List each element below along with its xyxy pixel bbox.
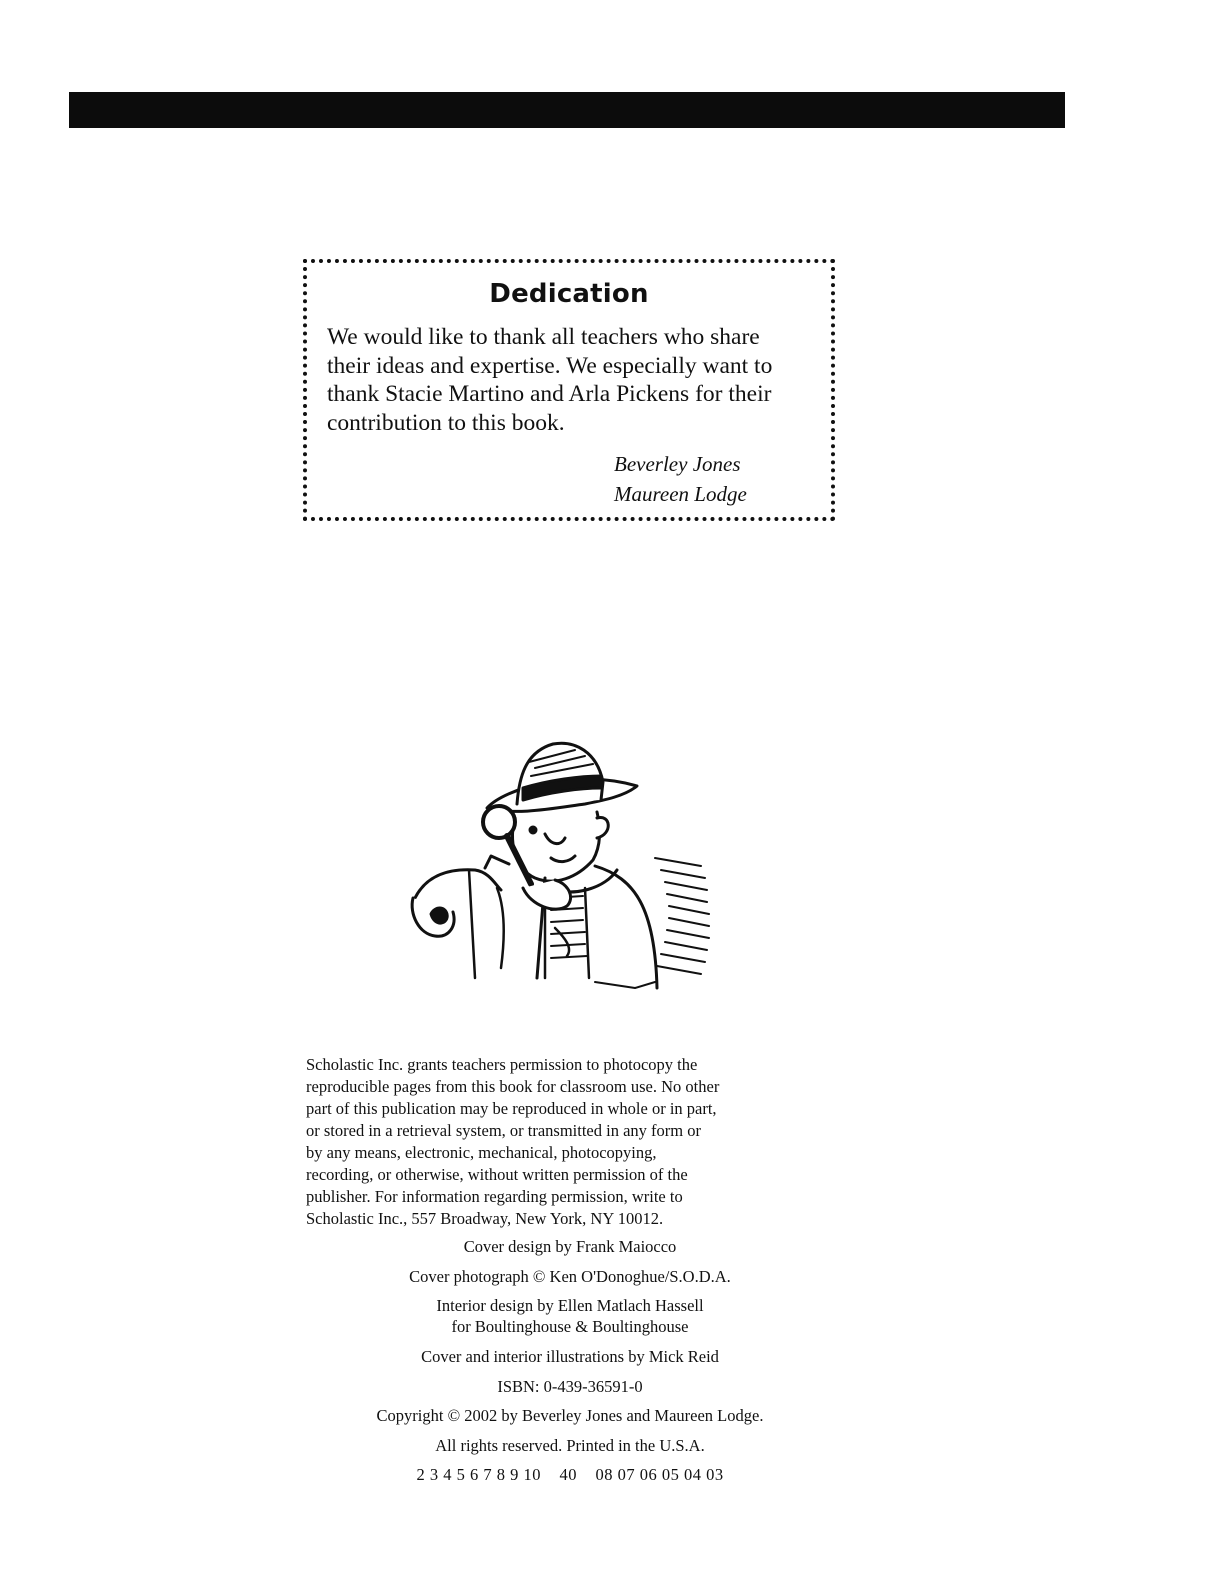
credits: [300, 1236, 840, 1494]
dedication-title: Dedication: [489, 279, 649, 309]
print-number-line: 2 3 4 5 6 7 8 9 10 40 08 07 06 05 04 03: [416, 1465, 724, 1484]
signature-maureen-lodge: Maureen Lodge: [614, 482, 747, 506]
interior-design-line: for Boultinghouse & Boultinghouse: [451, 1317, 689, 1336]
dedication-line: We would like to thank all teachers who share: [327, 324, 760, 350]
signature-beverley-jones: Beverley Jones: [614, 452, 741, 476]
permission-line: part of this publication may be reproduced in whole or in part,: [306, 1099, 717, 1118]
interior-design-line: Interior design by Ellen Matlach Hassell: [436, 1296, 704, 1315]
detective-with-magnifying-glass-icon: [405, 738, 720, 998]
permission-line: by any means, electronic, mechanical, photocopying,: [306, 1143, 657, 1162]
permission-line: recording, or otherwise, without written permission of the: [306, 1165, 688, 1184]
permission-line: Scholastic Inc., 557 Broadway, New York, NY 10012.: [306, 1209, 664, 1228]
cover-design-credit: Cover design by Frank Maiocco: [463, 1237, 677, 1256]
dedication-signatures: [614, 449, 747, 509]
dedication-text: [327, 323, 822, 437]
dedication-line: thank Stacie Martino and Arla Pickens for their: [327, 381, 772, 407]
permission-line: Scholastic Inc. grants teachers permission to photocopy the: [306, 1055, 698, 1074]
permission-line: reproducible pages from this book for classroom use. No other: [306, 1077, 720, 1096]
permission-notice: [306, 1054, 866, 1230]
dedication-line: their ideas and expertise. We especially want to: [327, 352, 773, 379]
cover-photo-credit: Cover photograph © Ken O'Donoghue/S.O.D.A.: [409, 1266, 731, 1286]
rights-notice: All rights reserved. Printed in the U.S.A.: [435, 1435, 705, 1455]
illustrations-credit: Cover and interior illustrations by Mick Reid: [421, 1347, 719, 1366]
dedication-line: contribution to this book.: [327, 409, 565, 436]
isbn: ISBN: 0-439-36591-0: [497, 1376, 643, 1396]
copyright: Copyright © 2002 by Beverley Jones and Maureen Lodge.: [376, 1406, 764, 1425]
permission-line: or stored in a retrieval system, or transmitted in any form or: [306, 1121, 701, 1140]
interior-design-credit: [300, 1295, 840, 1346]
header-bar: [69, 92, 1065, 128]
dedication-box: [303, 259, 835, 521]
permission-line: publisher. For information regarding permission, write to: [306, 1187, 683, 1206]
